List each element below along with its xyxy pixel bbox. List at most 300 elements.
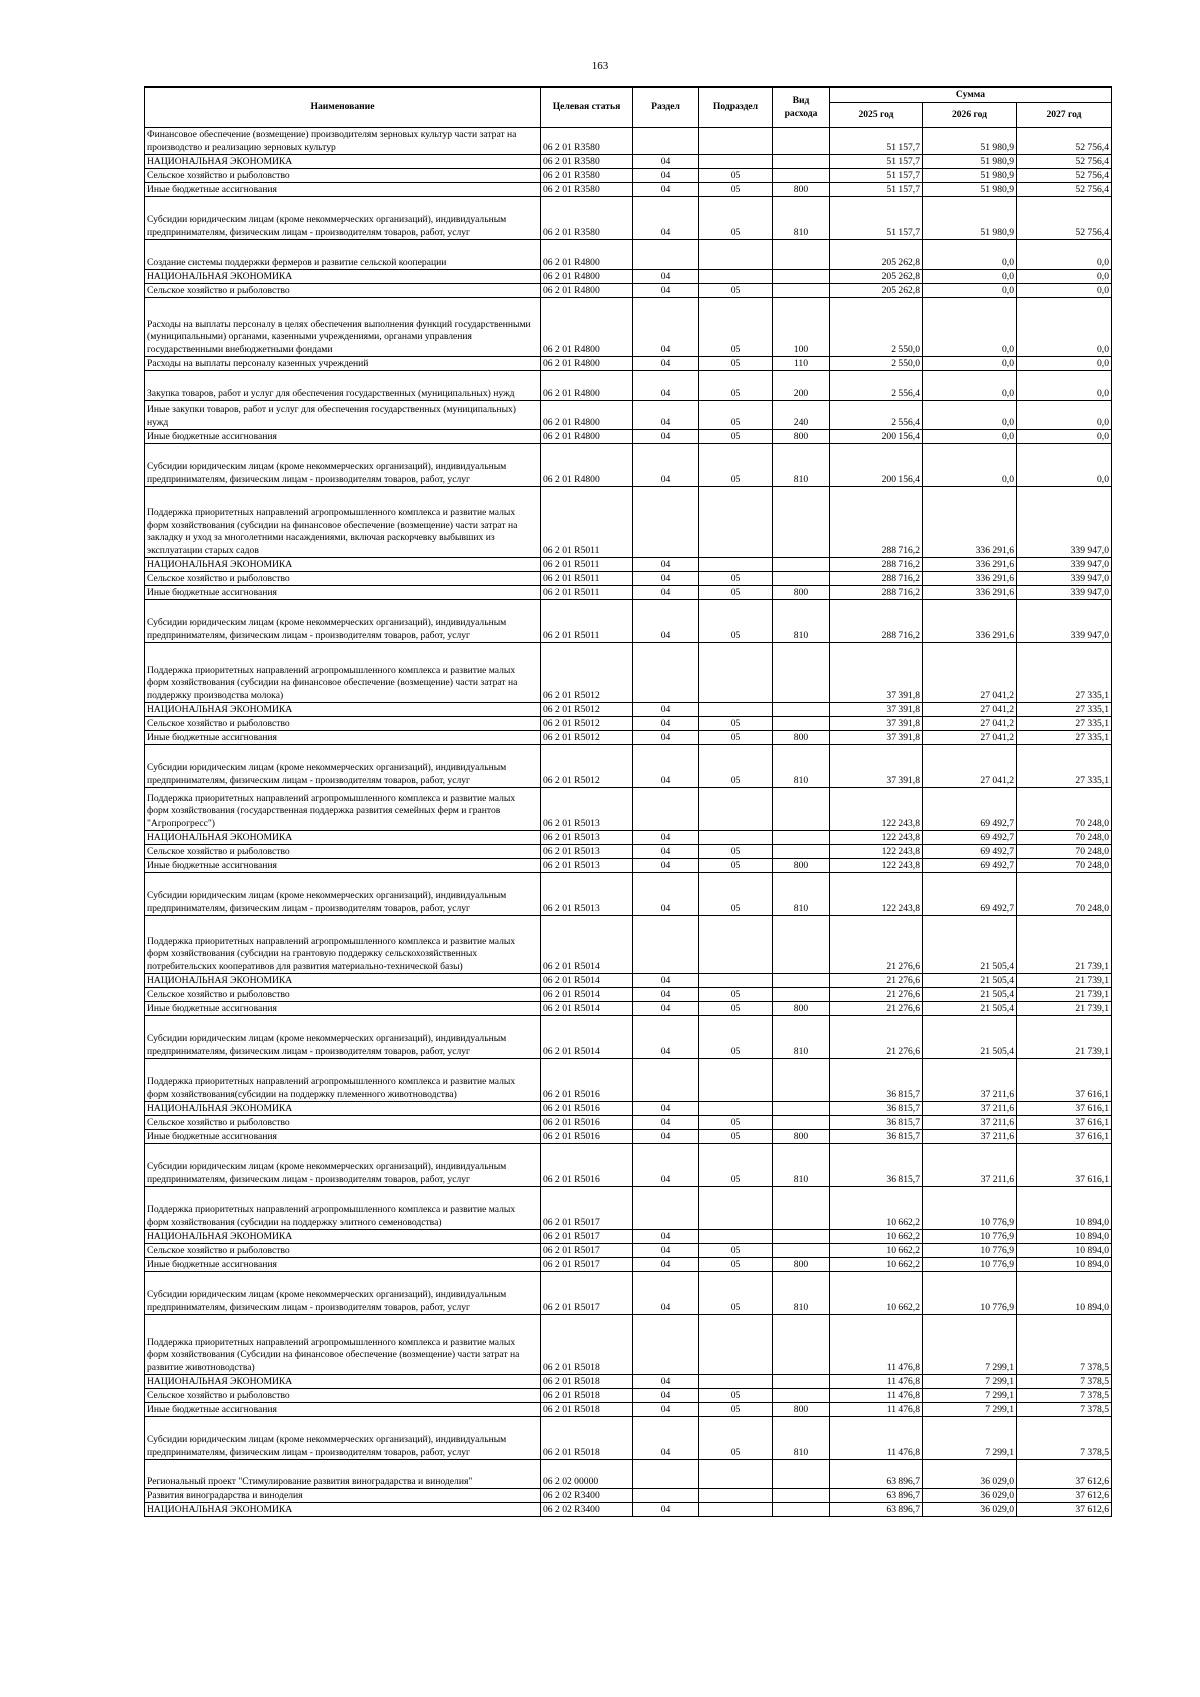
page-number: 163: [591, 60, 609, 72]
cell-section: 04: [633, 284, 699, 298]
cell-2027: 52 756,4: [1017, 183, 1112, 197]
table-header: [145, 87, 1112, 128]
table-row: [145, 1130, 1112, 1144]
cell-section: 04: [633, 197, 699, 240]
cell-name: Субсидии юридическим лицам (кроме некоммерческих организаций), индивидуальным предпринимателям, физическим лицам - производителям товаров, работ, услуг: [145, 600, 541, 643]
table-row: [145, 1244, 1112, 1258]
cell-subsection: 05: [699, 401, 773, 430]
cell-2025: 11 476,8: [830, 1417, 923, 1460]
cell-2026: 336 291,6: [923, 572, 1017, 586]
cell-2027: 37 616,1: [1017, 1059, 1112, 1102]
cell-name: НАЦИОНАЛЬНАЯ ЭКОНОМИКА: [145, 270, 541, 284]
cell-name: Субсидии юридическим лицам (кроме некоммерческих организаций), индивидуальным предпринимателям, физическим лицам - производителям товаров, работ, услуг: [145, 1272, 541, 1315]
cell-section: 04: [633, 183, 699, 197]
cell-name: Иные бюджетные ассигнования: [145, 586, 541, 600]
cell-subsection: [699, 916, 773, 974]
cell-name: НАЦИОНАЛЬНАЯ ЭКОНОМИКА: [145, 1230, 541, 1244]
table-row: [145, 1460, 1112, 1489]
table-row: [145, 357, 1112, 371]
cell-2026: 37 211,6: [923, 1059, 1017, 1102]
cell-2027: 21 739,1: [1017, 1002, 1112, 1016]
cell-expense-type: [773, 1059, 830, 1102]
cell-2027: 21 739,1: [1017, 974, 1112, 988]
cell-subsection: 05: [699, 430, 773, 444]
cell-subsection: 05: [699, 169, 773, 183]
cell-expense-type: 810: [773, 1272, 830, 1315]
cell-expense-type: 810: [773, 1016, 830, 1059]
cell-expense-type: 200: [773, 371, 830, 401]
cell-name: Сельское хозяйство и рыболовство: [145, 1389, 541, 1403]
cell-2026: 51 980,9: [923, 183, 1017, 197]
cell-expense-type: 800: [773, 430, 830, 444]
cell-section: 04: [633, 1375, 699, 1389]
cell-subsection: 05: [699, 1116, 773, 1130]
cell-target: 06 2 01 R3580: [541, 183, 633, 197]
cell-expense-type: [773, 572, 830, 586]
cell-section: 04: [633, 1130, 699, 1144]
cell-2025: 51 157,7: [830, 197, 923, 240]
cell-subsection: 05: [699, 357, 773, 371]
cell-section: 04: [633, 988, 699, 1002]
cell-2026: 336 291,6: [923, 586, 1017, 600]
cell-section: [633, 128, 699, 155]
cell-2027: 21 739,1: [1017, 916, 1112, 974]
cell-target: 06 2 01 R5016: [541, 1116, 633, 1130]
cell-expense-type: [773, 703, 830, 717]
cell-2026: 10 776,9: [923, 1258, 1017, 1272]
cell-target: 06 2 01 R5014: [541, 1002, 633, 1016]
cell-2027: 0,0: [1017, 357, 1112, 371]
cell-2026: 21 505,4: [923, 1016, 1017, 1059]
cell-2026: 0,0: [923, 371, 1017, 401]
cell-section: 04: [633, 1417, 699, 1460]
cell-name: НАЦИОНАЛЬНАЯ ЭКОНОМИКА: [145, 703, 541, 717]
cell-2026: 0,0: [923, 284, 1017, 298]
cell-2025: 288 716,2: [830, 600, 923, 643]
table-body: [145, 128, 1112, 1517]
cell-section: 04: [633, 1144, 699, 1187]
table-row: [145, 1230, 1112, 1244]
cell-2025: 21 276,6: [830, 988, 923, 1002]
cell-2026: 69 492,7: [923, 845, 1017, 859]
cell-subsection: 05: [699, 717, 773, 731]
cell-name: Сельское хозяйство и рыболовство: [145, 572, 541, 586]
cell-section: 04: [633, 1244, 699, 1258]
cell-name: Иные бюджетные ассигнования: [145, 430, 541, 444]
cell-expense-type: [773, 1489, 830, 1503]
cell-subsection: [699, 643, 773, 703]
cell-name: Расходы на выплаты персоналу в целях обеспечения выполнения функций государственными (муниципальными) органами, казенными учреждениями, органами управления государственными внебюджетными фондами: [145, 298, 541, 357]
cell-name: Иные бюджетные ассигнования: [145, 1258, 541, 1272]
cell-expense-type: 800: [773, 859, 830, 873]
table-row: [145, 745, 1112, 788]
cell-2027: 70 248,0: [1017, 831, 1112, 845]
cell-2025: 51 157,7: [830, 128, 923, 155]
cell-subsection: [699, 1187, 773, 1230]
cell-2027: 70 248,0: [1017, 873, 1112, 916]
cell-target: 06 2 01 R5017: [541, 1230, 633, 1244]
table-row: [145, 586, 1112, 600]
cell-target: 06 2 01 R5012: [541, 731, 633, 745]
cell-name: Региональный проект "Стимулирование развития виноградарства и виноделия": [145, 1460, 541, 1489]
cell-subsection: 05: [699, 859, 773, 873]
table-row: [145, 600, 1112, 643]
table-row: [145, 572, 1112, 586]
cell-2026: 7 299,1: [923, 1375, 1017, 1389]
cell-section: 04: [633, 298, 699, 357]
cell-2026: 27 041,2: [923, 643, 1017, 703]
cell-target: 06 2 01 R5011: [541, 558, 633, 572]
cell-2026: 37 211,6: [923, 1116, 1017, 1130]
cell-2026: 336 291,6: [923, 487, 1017, 558]
cell-expense-type: [773, 1102, 830, 1116]
cell-expense-type: 810: [773, 873, 830, 916]
cell-name: Сельское хозяйство и рыболовство: [145, 1116, 541, 1130]
cell-subsection: 05: [699, 1002, 773, 1016]
cell-expense-type: [773, 558, 830, 572]
cell-section: 04: [633, 169, 699, 183]
cell-expense-type: [773, 270, 830, 284]
cell-name: НАЦИОНАЛЬНАЯ ЭКОНОМИКА: [145, 155, 541, 169]
cell-2027: 0,0: [1017, 371, 1112, 401]
cell-2025: 63 896,7: [830, 1503, 923, 1517]
cell-section: 04: [633, 401, 699, 430]
table-row: [145, 845, 1112, 859]
cell-2025: 36 815,7: [830, 1059, 923, 1102]
cell-section: 04: [633, 1230, 699, 1244]
table-row: [145, 831, 1112, 845]
cell-expense-type: [773, 1315, 830, 1375]
cell-2025: 122 243,8: [830, 845, 923, 859]
table-row: [145, 444, 1112, 487]
cell-name: Субсидии юридическим лицам (кроме некоммерческих организаций), индивидуальным предпринимателям, физическим лицам - производителям товаров, работ, услуг: [145, 197, 541, 240]
cell-2026: 69 492,7: [923, 788, 1017, 831]
cell-2027: 7 378,5: [1017, 1417, 1112, 1460]
cell-2025: 288 716,2: [830, 586, 923, 600]
cell-section: 04: [633, 745, 699, 788]
cell-subsection: [699, 155, 773, 169]
cell-target: 06 2 01 R5011: [541, 600, 633, 643]
cell-expense-type: [773, 845, 830, 859]
cell-section: 04: [633, 1389, 699, 1403]
cell-name: Финансовое обеспечение (возмещение) производителям зерновых культур части затрат на производство и реализацию зерновых культур: [145, 128, 541, 155]
cell-2027: 70 248,0: [1017, 788, 1112, 831]
table-row: [145, 169, 1112, 183]
cell-2027: 52 756,4: [1017, 197, 1112, 240]
cell-subsection: [699, 1489, 773, 1503]
cell-subsection: 05: [699, 988, 773, 1002]
table-row: [145, 731, 1112, 745]
cell-subsection: [699, 974, 773, 988]
cell-name: Иные закупки товаров, работ и услуг для обеспечения государственных (муниципальных) нужд: [145, 401, 541, 430]
cell-section: 04: [633, 270, 699, 284]
cell-2027: 37 616,1: [1017, 1144, 1112, 1187]
cell-2025: 122 243,8: [830, 859, 923, 873]
cell-2026: 21 505,4: [923, 988, 1017, 1002]
cell-2025: 200 156,4: [830, 444, 923, 487]
cell-subsection: [699, 1315, 773, 1375]
cell-subsection: [699, 788, 773, 831]
cell-subsection: 05: [699, 371, 773, 401]
cell-2025: 10 662,2: [830, 1272, 923, 1315]
cell-target: 06 2 01 R5012: [541, 703, 633, 717]
cell-subsection: [699, 487, 773, 558]
cell-2025: 37 391,8: [830, 745, 923, 788]
table-row: [145, 270, 1112, 284]
cell-target: 06 2 01 R5011: [541, 586, 633, 600]
cell-2027: 10 894,0: [1017, 1258, 1112, 1272]
cell-target: 06 2 01 R5017: [541, 1187, 633, 1230]
cell-expense-type: [773, 1244, 830, 1258]
cell-expense-type: [773, 128, 830, 155]
cell-2027: 37 616,1: [1017, 1116, 1112, 1130]
cell-expense-type: 810: [773, 1417, 830, 1460]
cell-2026: 0,0: [923, 401, 1017, 430]
cell-expense-type: 100: [773, 298, 830, 357]
cell-name: НАЦИОНАЛЬНАЯ ЭКОНОМИКА: [145, 1375, 541, 1389]
cell-2025: 10 662,2: [830, 1187, 923, 1230]
cell-2025: 205 262,8: [830, 270, 923, 284]
cell-expense-type: [773, 916, 830, 974]
cell-target: 06 2 01 R5013: [541, 859, 633, 873]
cell-expense-type: 810: [773, 1144, 830, 1187]
table-row: [145, 183, 1112, 197]
cell-target: 06 2 01 R5018: [541, 1375, 633, 1389]
header-subsection: Подраздел: [699, 87, 773, 128]
cell-expense-type: 810: [773, 600, 830, 643]
cell-subsection: 05: [699, 1244, 773, 1258]
cell-target: 06 2 01 R5014: [541, 974, 633, 988]
cell-2026: 27 041,2: [923, 717, 1017, 731]
cell-subsection: [699, 1059, 773, 1102]
table-row: [145, 1389, 1112, 1403]
cell-name: Иные бюджетные ассигнования: [145, 1403, 541, 1417]
cell-name: Сельское хозяйство и рыболовство: [145, 845, 541, 859]
cell-name: Расходы на выплаты персоналу казенных учреждений: [145, 357, 541, 371]
cell-expense-type: [773, 1460, 830, 1489]
cell-section: 04: [633, 859, 699, 873]
cell-expense-type: [773, 1503, 830, 1517]
cell-2025: 63 896,7: [830, 1489, 923, 1503]
cell-2025: 122 243,8: [830, 873, 923, 916]
header-sum: Сумма: [830, 87, 1112, 103]
cell-target: 06 2 02 00000: [541, 1460, 633, 1489]
table-row: [145, 487, 1112, 558]
cell-2025: 10 662,2: [830, 1258, 923, 1272]
cell-name: Иные бюджетные ассигнования: [145, 859, 541, 873]
cell-2026: 336 291,6: [923, 600, 1017, 643]
cell-subsection: 05: [699, 444, 773, 487]
cell-target: 06 2 01 R3580: [541, 169, 633, 183]
cell-name: Создание системы поддержки фермеров и развитие сельской кооперации: [145, 240, 541, 270]
cell-2026: 69 492,7: [923, 859, 1017, 873]
cell-name: Субсидии юридическим лицам (кроме некоммерческих организаций), индивидуальным предпринимателям, физическим лицам - производителям товаров, работ, услуг: [145, 1417, 541, 1460]
cell-2026: 7 299,1: [923, 1403, 1017, 1417]
cell-target: 06 2 01 R4800: [541, 284, 633, 298]
cell-expense-type: [773, 487, 830, 558]
cell-2027: 0,0: [1017, 401, 1112, 430]
table-row: [145, 1258, 1112, 1272]
cell-2025: 36 815,7: [830, 1102, 923, 1116]
cell-expense-type: [773, 1230, 830, 1244]
table-row: [145, 240, 1112, 270]
cell-target: 06 2 01 R5011: [541, 487, 633, 558]
cell-2025: 288 716,2: [830, 487, 923, 558]
cell-section: 04: [633, 831, 699, 845]
cell-2026: 7 299,1: [923, 1389, 1017, 1403]
table-row: [145, 430, 1112, 444]
cell-name: Поддержка приоритетных направлений агропромышленного комплекса и развитие малых форм хозяйствования (субсидии на поддержку элитного семеноводства): [145, 1187, 541, 1230]
cell-section: 04: [633, 731, 699, 745]
cell-section: 04: [633, 155, 699, 169]
table-row: [145, 371, 1112, 401]
cell-target: 06 2 01 R5016: [541, 1102, 633, 1116]
cell-name: Сельское хозяйство и рыболовство: [145, 284, 541, 298]
cell-2026: 10 776,9: [923, 1244, 1017, 1258]
cell-2026: 51 980,9: [923, 155, 1017, 169]
cell-target: 06 2 01 R3580: [541, 155, 633, 169]
cell-target: 06 2 01 R5017: [541, 1272, 633, 1315]
cell-name: Поддержка приоритетных направлений агропромышленного комплекса и развитие малых форм хозяйствования (субсидии на грантовую поддержку сельскохозяйственных потребительских кооперативов для развития материально-технической базы): [145, 916, 541, 974]
cell-subsection: [699, 558, 773, 572]
cell-name: Иные бюджетные ассигнования: [145, 1002, 541, 1016]
cell-subsection: 05: [699, 284, 773, 298]
table-row: [145, 1016, 1112, 1059]
cell-section: [633, 1460, 699, 1489]
cell-expense-type: [773, 1375, 830, 1389]
cell-name: Иные бюджетные ассигнования: [145, 1130, 541, 1144]
cell-name: Сельское хозяйство и рыболовство: [145, 988, 541, 1002]
cell-section: 04: [633, 703, 699, 717]
cell-name: НАЦИОНАЛЬНАЯ ЭКОНОМИКА: [145, 974, 541, 988]
cell-target: 06 2 01 R5014: [541, 1016, 633, 1059]
cell-2027: 7 378,5: [1017, 1315, 1112, 1375]
cell-target: 06 2 01 R4800: [541, 298, 633, 357]
table-row: [145, 717, 1112, 731]
table-row: [145, 1375, 1112, 1389]
cell-section: [633, 487, 699, 558]
cell-section: 04: [633, 1116, 699, 1130]
header-target: Целевая статья: [541, 87, 633, 128]
cell-name: Сельское хозяйство и рыболовство: [145, 1244, 541, 1258]
cell-2026: 0,0: [923, 270, 1017, 284]
cell-2025: 37 391,8: [830, 731, 923, 745]
cell-expense-type: [773, 643, 830, 703]
cell-2026: 0,0: [923, 444, 1017, 487]
cell-subsection: 05: [699, 1144, 773, 1187]
cell-subsection: 05: [699, 298, 773, 357]
cell-subsection: [699, 1102, 773, 1116]
cell-expense-type: 110: [773, 357, 830, 371]
table-row: [145, 873, 1112, 916]
cell-2025: 288 716,2: [830, 572, 923, 586]
cell-name: НАЦИОНАЛЬНАЯ ЭКОНОМИКА: [145, 1503, 541, 1517]
cell-name: Поддержка приоритетных направлений агропромышленного комплекса и развитие малых форм хозяйствования (субсидии на финансовое обеспечение (возмещение) части затрат на поддержку производства молока): [145, 643, 541, 703]
cell-section: 04: [633, 1258, 699, 1272]
table-row: [145, 128, 1112, 155]
table-row: [145, 1489, 1112, 1503]
cell-expense-type: [773, 831, 830, 845]
cell-2025: 122 243,8: [830, 831, 923, 845]
cell-2025: 10 662,2: [830, 1244, 923, 1258]
cell-subsection: 05: [699, 572, 773, 586]
cell-expense-type: [773, 284, 830, 298]
cell-2026: 21 505,4: [923, 916, 1017, 974]
cell-expense-type: [773, 1187, 830, 1230]
cell-target: 06 2 01 R5012: [541, 717, 633, 731]
cell-2027: 70 248,0: [1017, 859, 1112, 873]
cell-2025: 63 896,7: [830, 1460, 923, 1489]
table-row: [145, 1272, 1112, 1315]
cell-2026: 27 041,2: [923, 731, 1017, 745]
cell-expense-type: 810: [773, 444, 830, 487]
cell-2026: 0,0: [923, 430, 1017, 444]
table-row: [145, 298, 1112, 357]
table-row: [145, 1002, 1112, 1016]
cell-target: 06 2 01 R5014: [541, 988, 633, 1002]
cell-2026: 51 980,9: [923, 169, 1017, 183]
cell-name: Субсидии юридическим лицам (кроме некоммерческих организаций), индивидуальным предпринимателям, физическим лицам - производителям товаров, работ, услуг: [145, 444, 541, 487]
cell-2026: 27 041,2: [923, 745, 1017, 788]
cell-2027: 339 947,0: [1017, 558, 1112, 572]
cell-target: 06 2 01 R5018: [541, 1403, 633, 1417]
cell-2027: 7 378,5: [1017, 1389, 1112, 1403]
cell-2027: 52 756,4: [1017, 128, 1112, 155]
cell-section: 04: [633, 444, 699, 487]
header-2027: 2027 год: [1017, 103, 1112, 128]
cell-section: 04: [633, 357, 699, 371]
table-row: [145, 197, 1112, 240]
cell-target: 06 2 01 R5017: [541, 1258, 633, 1272]
cell-2026: 51 980,9: [923, 197, 1017, 240]
cell-target: 06 2 01 R5016: [541, 1130, 633, 1144]
cell-2026: 7 299,1: [923, 1417, 1017, 1460]
cell-name: Поддержка приоритетных направлений агропромышленного комплекса и развитие малых форм хозяйствования(субсидии на поддержку племенного животноводства): [145, 1059, 541, 1102]
cell-2027: 339 947,0: [1017, 600, 1112, 643]
cell-target: 06 2 01 R4800: [541, 270, 633, 284]
cell-2027: 27 335,1: [1017, 703, 1112, 717]
cell-subsection: 05: [699, 600, 773, 643]
cell-2025: 288 716,2: [830, 558, 923, 572]
cell-2027: 37 612,6: [1017, 1460, 1112, 1489]
cell-target: 06 2 01 R5013: [541, 788, 633, 831]
cell-expense-type: 800: [773, 1258, 830, 1272]
cell-2025: 36 815,7: [830, 1116, 923, 1130]
cell-2026: 27 041,2: [923, 703, 1017, 717]
cell-target: 06 2 02 R3400: [541, 1503, 633, 1517]
cell-2025: 11 476,8: [830, 1389, 923, 1403]
cell-2025: 21 276,6: [830, 1016, 923, 1059]
cell-2025: 2 556,4: [830, 371, 923, 401]
cell-2026: 10 776,9: [923, 1272, 1017, 1315]
cell-expense-type: 800: [773, 1403, 830, 1417]
table-row: [145, 284, 1112, 298]
cell-target: 06 2 01 R5011: [541, 572, 633, 586]
cell-subsection: [699, 240, 773, 270]
cell-2027: 21 739,1: [1017, 1016, 1112, 1059]
cell-target: 06 2 01 R4800: [541, 430, 633, 444]
cell-name: Иные бюджетные ассигнования: [145, 183, 541, 197]
cell-2026: 51 980,9: [923, 128, 1017, 155]
cell-target: 06 2 01 R5016: [541, 1059, 633, 1102]
cell-2026: 0,0: [923, 240, 1017, 270]
table-row: [145, 643, 1112, 703]
cell-name: НАЦИОНАЛЬНАЯ ЭКОНОМИКА: [145, 831, 541, 845]
cell-section: [633, 1489, 699, 1503]
cell-2027: 10 894,0: [1017, 1187, 1112, 1230]
cell-name: Субсидии юридическим лицам (кроме некоммерческих организаций), индивидуальным предпринимателям, физическим лицам - производителям товаров, работ, услуг: [145, 745, 541, 788]
cell-2027: 10 894,0: [1017, 1244, 1112, 1258]
